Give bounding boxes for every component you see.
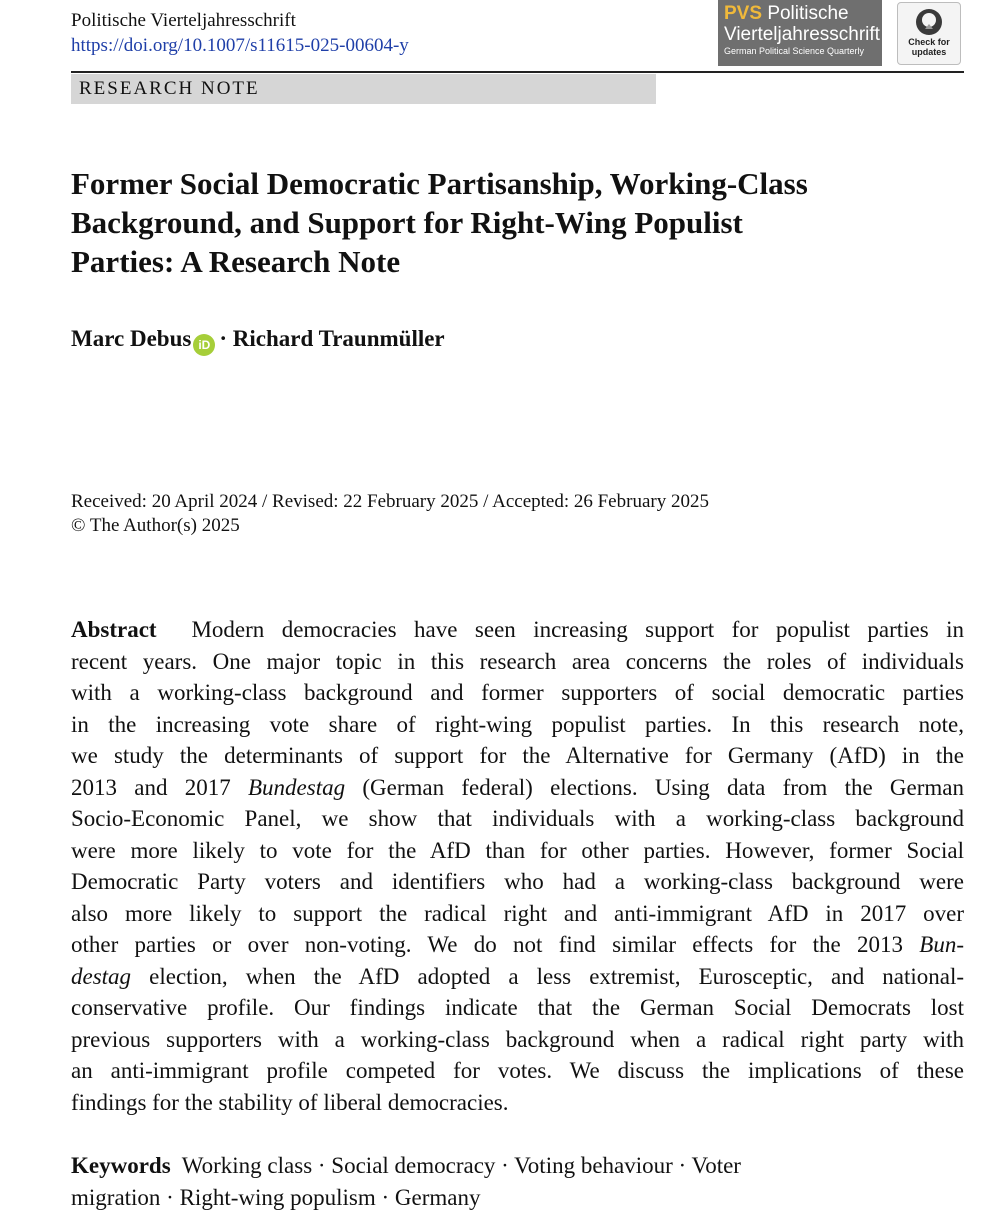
- title-line-2: Background, and Support for Right-Wing Populist: [71, 203, 951, 242]
- copyright: © The Author(s) 2025: [71, 513, 240, 539]
- abstract-line: conservative profile. Our findings indicate that the German Social Democrats lost: [71, 992, 964, 1024]
- abstract-label: Abstract: [71, 617, 157, 642]
- author-list: [71, 324, 445, 356]
- abstract-line: [71, 929, 964, 961]
- abstract-italic: Bun-: [919, 932, 964, 957]
- section-label: RESEARCH NOTE: [71, 74, 656, 104]
- abstract-line: [71, 772, 964, 804]
- keywords: [71, 1150, 964, 1213]
- logo-abbr: PVS: [724, 3, 762, 24]
- abstract-line: were more likely to vote for the AfD than for other parties. However, former Social: [71, 835, 964, 867]
- abstract-text: other parties or over non-voting. We do not find similar effects for the 2013: [71, 932, 903, 957]
- logo-subtitle: German Political Science Quarterly: [724, 45, 876, 57]
- abstract-line: with a working-class background and former supporters of social democratic parties: [71, 677, 964, 709]
- orcid-icon[interactable]: iD: [193, 334, 215, 356]
- abstract-italic: destag: [71, 964, 131, 989]
- author-name[interactable]: Richard Traunmüller: [233, 326, 445, 351]
- check-label-2: updates: [898, 47, 960, 57]
- logo-name-line1: Politische: [767, 3, 848, 24]
- abstract-line: an anti-immigrant profile competed for votes. We discuss the implications of these: [71, 1055, 964, 1087]
- abstract-text: 2013 and 2017: [71, 775, 231, 800]
- journal-logo: [718, 0, 882, 66]
- journal-name: Politische Vierteljahresschrift: [71, 8, 296, 34]
- keywords-line: migration · Right-wing populism · Germany: [71, 1182, 964, 1213]
- abstract-line: [71, 961, 964, 993]
- logo-name-line2: Vierteljahresschrift: [724, 24, 876, 45]
- abstract: [71, 614, 964, 1118]
- keywords-text: Working class · Social democracy · Voting behaviour · Voter: [182, 1153, 741, 1178]
- abstract-line: we study the determinants of support for the Alternative for Germany (AfD) in the: [71, 740, 964, 772]
- abstract-line: recent years. One major topic in this research area concerns the roles of individuals: [71, 646, 964, 678]
- author-separator: ·: [219, 326, 227, 351]
- abstract-line: Democratic Party voters and identifiers who had a working-class background were: [71, 866, 964, 898]
- abstract-text: (German federal) elections. Using data from the German: [362, 775, 964, 800]
- abstract-text: Modern democracies have seen increasing support for populist parties in: [191, 617, 964, 642]
- abstract-line: previous supporters with a working-class background when a radical right party with: [71, 1024, 964, 1056]
- crossmark-icon: [914, 7, 944, 37]
- author-name[interactable]: Marc Debus: [71, 326, 191, 351]
- abstract-line: Socio-Economic Panel, we show that individuals with a working-class background: [71, 803, 964, 835]
- title-line-3: Parties: A Research Note: [71, 242, 951, 281]
- publication-dates: Received: 20 April 2024 / Revised: 22 February 2025 / Accepted: 26 February 2025: [71, 489, 709, 515]
- abstract-line: in the increasing vote share of right-wing populist parties. In this research note,: [71, 709, 964, 741]
- article-title: [71, 164, 951, 281]
- abstract-line: [71, 614, 964, 646]
- abstract-line: also more likely to support the radical right and anti-immigrant AfD in 2017 over: [71, 898, 964, 930]
- check-label-1: Check for: [898, 37, 960, 47]
- header-rule: [71, 71, 964, 73]
- abstract-text: election, when the AfD adopted a less extremist, Eurosceptic, and national-: [149, 964, 964, 989]
- keywords-label: Keywords: [71, 1153, 171, 1178]
- abstract-line: findings for the stability of liberal democracies.: [71, 1087, 964, 1119]
- check-for-updates-button[interactable]: [897, 2, 961, 65]
- title-line-1: Former Social Democratic Partisanship, Working-Class: [71, 164, 951, 203]
- abstract-italic: Bundestag: [248, 775, 345, 800]
- keywords-line: [71, 1150, 964, 1182]
- doi-link[interactable]: https://doi.org/10.1007/s11615-025-00604-y: [71, 33, 409, 59]
